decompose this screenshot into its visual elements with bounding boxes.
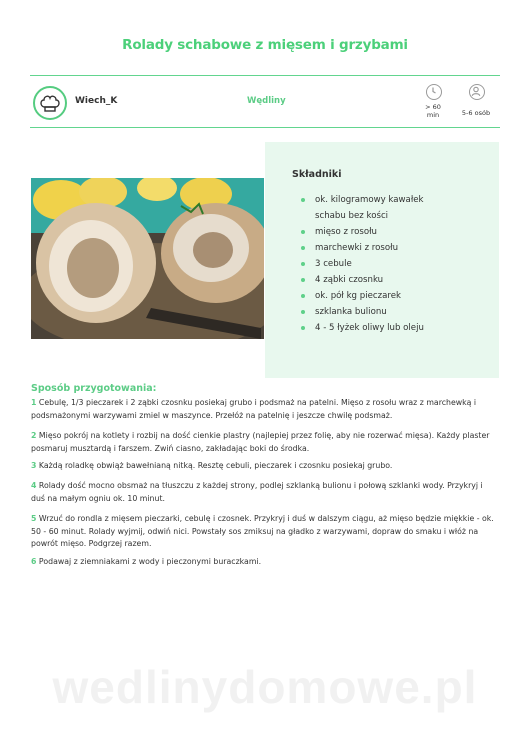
step-number: 4 [31, 481, 37, 490]
ingredient-item: 4 - 5 łyżek oliwy lub oleju [315, 320, 450, 336]
ingredient-item: marchewki z rosołu [315, 240, 450, 256]
step-text: Mięso pokrój na kotlety i rozbij na dość cienkie plastry (najlepiej przez folię, aby nie rozerwać mięsa). Każdy plaster posmaruj musztardą i farszem. Zwiń ciasno, zakładając boki do środka. [31, 431, 490, 453]
ingredients-list [315, 192, 450, 336]
ingredients-title: Składniki [292, 169, 342, 180]
prep-time-value: > 60 min [425, 103, 441, 119]
clock-icon [426, 84, 442, 100]
ingredients-box [265, 142, 499, 378]
step-text: Podawaj z ziemniakami z wody i pieczonymi buraczkami. [38, 557, 262, 566]
step-text: Rolady dość mocno obsmaż na tłuszczu z każdej strony, podlej szklanką bulionu i połową szklanki wody. Przykryj i duś na małym ogniu ok. 10 minut. [31, 481, 483, 503]
step-4 [31, 480, 498, 505]
author-name[interactable]: Wiech_K [75, 96, 118, 106]
step-5 [31, 513, 498, 551]
preparation-title: Sposób przygotowania: [31, 383, 157, 394]
chef-hat-icon [33, 86, 67, 120]
step-3 [31, 460, 498, 473]
step-number: 1 [31, 398, 37, 407]
prep-time [420, 103, 446, 119]
ingredient-item: szklanka bulionu [315, 304, 450, 320]
servings: 5-6 osób [461, 109, 491, 117]
category-label[interactable]: Wędliny [247, 96, 286, 106]
step-number: 6 [31, 557, 37, 566]
step-number: 5 [31, 514, 37, 523]
recipe-photo [31, 178, 264, 339]
ingredient-item: ok. kilogramowy kawałek schabu bez kości [315, 192, 450, 224]
step-text: Każdą roladkę obwiąż bawełnianą nitką. Resztę cebuli, pieczarek i czosnku posiekaj grubo. [38, 461, 393, 470]
ingredient-item: 4 ząbki czosnku [315, 272, 450, 288]
step-1 [31, 397, 498, 422]
step-text: Wrzuć do rondla z mięsem pieczarki, cebulę i czosnek. Przykryj i duś w dalszym ciągu, aż mięso będzie miękkie - ok. 50 - 60 minut. Rolady wyjmij, odwiń nici. Powstały sos zmiksuj na gładko z warzywami, dopraw do smaku i włóż na powrót mięso. Podgrzej razem. [31, 514, 494, 548]
step-number: 3 [31, 461, 37, 470]
header-divider-top [30, 75, 500, 76]
step-number: 2 [31, 431, 37, 440]
ingredient-item: ok. pół kg pieczarek [315, 288, 450, 304]
ingredient-item: mięso z rosołu [315, 224, 450, 240]
header-divider-bottom [30, 127, 500, 128]
step-6 [31, 556, 498, 569]
step-2 [31, 430, 498, 455]
recipe-title: Rolady schabowe z mięsem i grzybami [122, 37, 408, 53]
step-text: Cebulę, 1/3 pieczarek i 2 ząbki czosnku posiekaj grubo i podsmaż na patelni. Mięso z rosołu wraz z marchewką i podsmażonymi warzywami zmiel w maszynce. Przełóż na patelnię i jeszcze chwilę podsmaż. [31, 398, 477, 420]
site-watermark: wedlinydomowe.pl [52, 661, 478, 713]
ingredient-item: 3 cebule [315, 256, 450, 272]
person-icon [469, 84, 485, 100]
